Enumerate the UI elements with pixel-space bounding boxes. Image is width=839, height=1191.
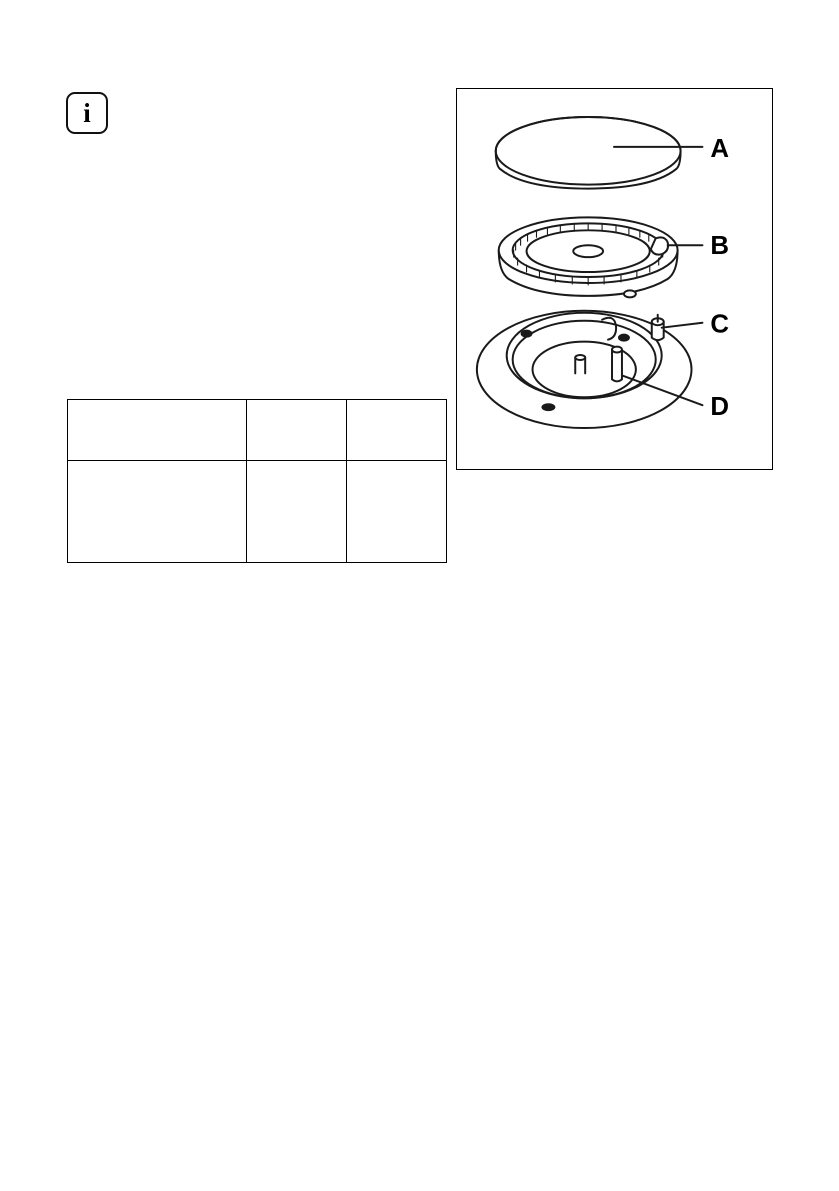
figure-label-d: D — [710, 393, 730, 422]
burner-diagram-svg — [457, 89, 772, 469]
figure-label-c: C — [710, 310, 730, 339]
body-paragraph-1 — [66, 150, 406, 360]
info-letter-i: i — [83, 97, 91, 128]
table-header-row — [68, 400, 447, 461]
burner-exploded-diagram — [456, 88, 773, 470]
table-header-cell-3 — [347, 400, 447, 461]
figure-label-b: B — [710, 232, 730, 261]
table-header-cell-1 — [68, 400, 247, 461]
info-callout-icon — [66, 92, 108, 134]
table-cell-1 — [68, 461, 247, 563]
figure-label-a: A — [710, 134, 730, 163]
table-cell-3 — [347, 461, 447, 563]
body-paragraph-2 — [66, 600, 766, 720]
part-b-burner-crown — [499, 217, 678, 297]
leader-line-c — [662, 323, 703, 328]
table-row — [68, 461, 447, 563]
part-a-burner-cap — [496, 117, 681, 189]
table-cell-2 — [247, 461, 347, 563]
specification-table — [67, 399, 447, 563]
part-cd-burner-base — [477, 311, 692, 428]
table-header-cell-2 — [247, 400, 347, 461]
